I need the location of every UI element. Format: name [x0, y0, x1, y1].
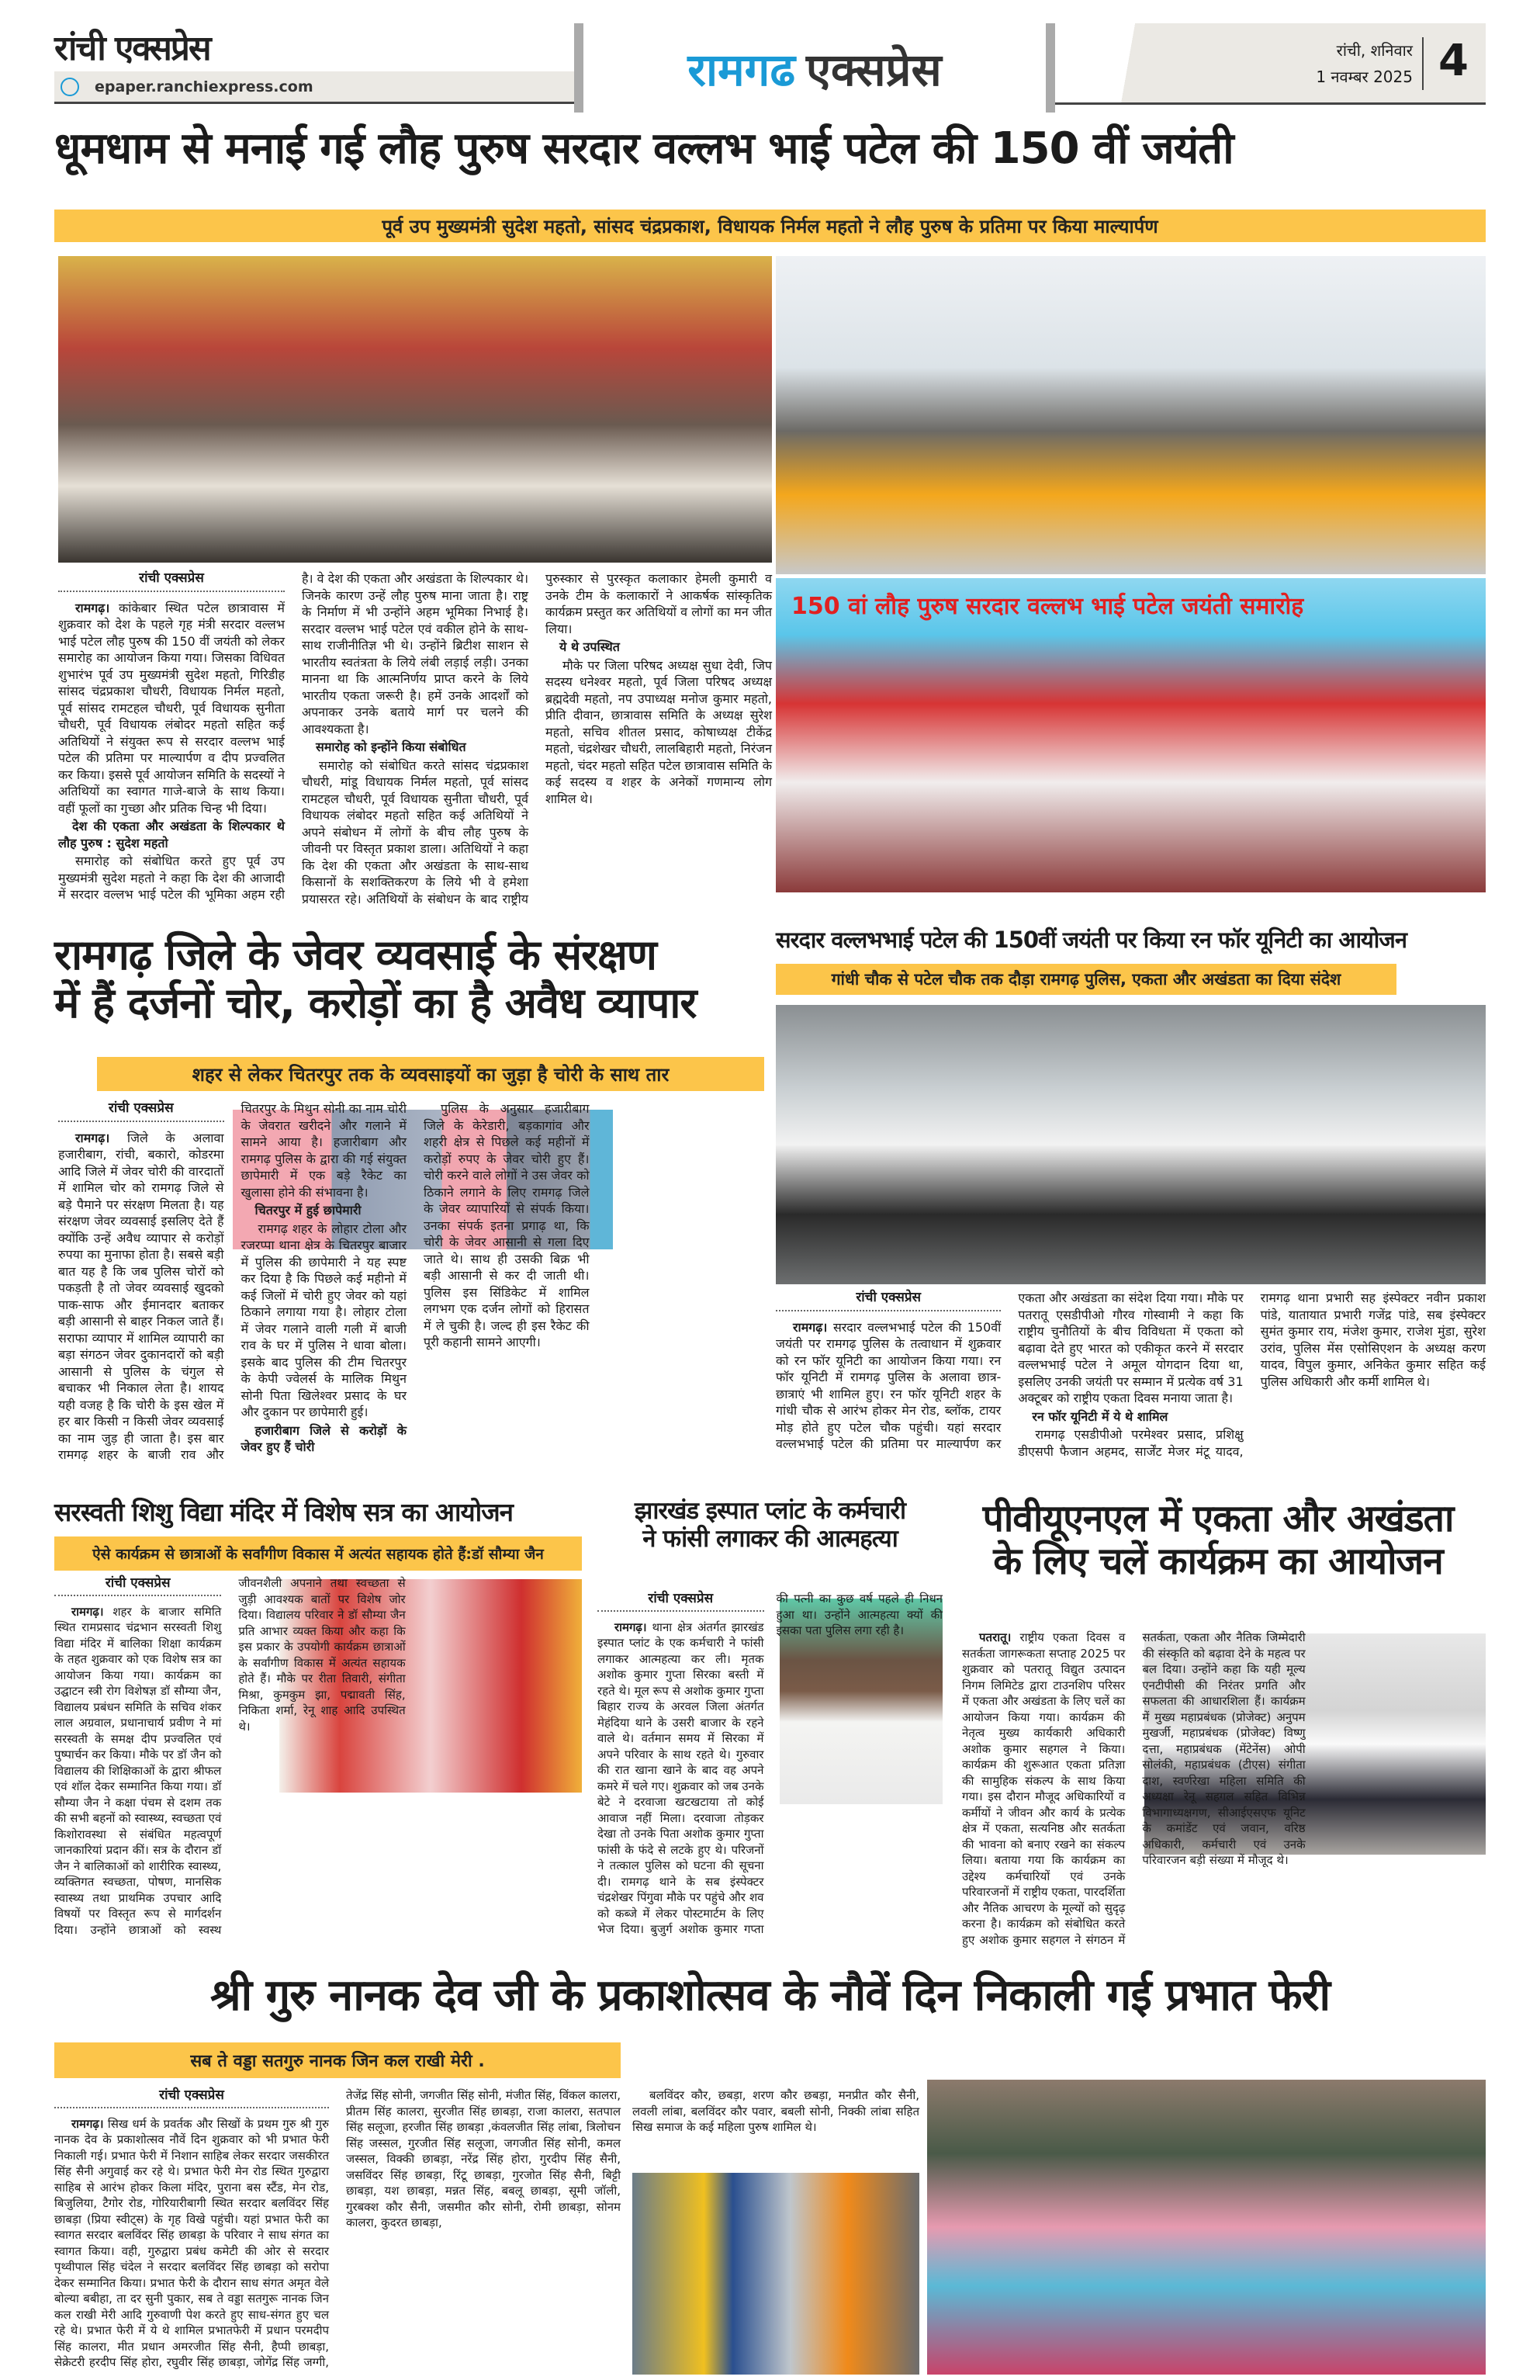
story7-headline: श्री गुरु नानक देव जी के प्रकाशोत्सव के नौवें दिन निकाली गई प्रभात फेरी: [209, 1970, 1331, 2021]
story5-headline: झारखंड इस्पात प्लांट के कर्मचारी ने फांसी लगाकर की आत्महत्या: [634, 1497, 906, 1553]
story2-body: रांची एक्सप्रेस रामगढ़। जिले के अलावा हजारीबाग, रांची, बकारो, कोडरमा आदि जिले में जेवर चोरी की वारदातों में शामिल चोर को रामगढ़ जिले से बड़े पैमाने पर संरक्षण मिलता है। यह संरक्षण जेवर व्यवसाई इसलिए देते हैं क्योंकि उन्हें अवैध व्यापार से करोड़ों रुपया का मुनाफा होता है। सबसे बड़ी बात यह है कि जब पुलिस चोरों को पकड़ती है तो जेवर व्यवसाई खुदको पाक-साफ और ईमानदार बताकर बड़ी आसानी से बाहर निकल जाते हैं। सराफा व्यापार में शामिल व्यापारी का बड़ा संगठन जेवर दुकानदारों को बड़ी आसानी से पुलिस के चंगुल से बचाकर भी निकाल लेता है। शायद यही वजह है कि चोरी के इस खेल में हर बार किसी न किसी जेवर व्यवसाई का नाम जुड़ ही जाता है। इस बार रामगढ़ शहर के बाजी राव और चितरपुर के मिथुन सोनी का नाम चोरी के जेवरात खरीदने और गलाने में सामने आया है। हजारीबाग और रामगढ़ पुलिस के द्वारा की गई संयुक्त छापेमारी में एक बड़े रैकेट का खुलासा होने की संभावना है। चितरपुर में हुई छापेमारी रामगढ़ शहर के लोहार टोला और रजरप्पा थाना क्षेत्र के चितरपुर बाजार में पुलिस की छापेमारी ने यह स्पष्ट कर दिया है कि पिछले कई महीनो में कई जिलों में चोरी हुए जेवर को यहां ठिकाने लगाया गया है। लोहार टोला में जेवर गलाने वाली गली में बाजी राव के घर में पुलिस ने धावा बोला। इसके बाद पुलिस की टीम चितरपुर के केपी ज्वेलर्स के मालिक मिथुन सोनी पिता खिलेश्वर प्रसाद के घर और दुकान पर छापेमारी हुई। हजारीबाग जिले से करोड़ों के जेवर हुए हैं चोरी पुलिस के अनुसार हजारीबाग जिले के केरेडारी, बड़कागांव और शहरी क्षेत्र से पिछले कई महीनों में करोड़ों रुपए के जेवर चोरी हुए हैं। चोरी करने वाले लोगों ने उस जेवर को ठिकाने लगाने के लिए रामगढ़ जिले के जेवर व्यापारियों से संपर्क किया। उनका संपर्क इतना प्रगाढ़ था, कि चोरी के जेवर आसानी से गला दिए जाते थे। साथ ही उसकी बिक्र भी बड़ी आसानी से कर दी जाती थी। पुलिस इस सिंडिकेट में शामिल लगभग एक दर्जन लोगों को हिरासत में ले चुकी है। जल्द ही इस रैकेट की पूरी कहानी सामने आएगी।: [58, 1100, 590, 1462]
story2-strap: शहर से लेकर चितरपुर तक के व्यवसाइयों का जुड़ा है चोरी के साथ तार: [97, 1057, 764, 1091]
story4-headline: सरस्वती शिशु विद्या मंदिर में विशेष सत्र का आयोजन: [54, 1497, 513, 1527]
story1-photo-statue: [776, 256, 1486, 574]
story4-body: रांची एक्सप्रेस रामगढ़। शहर के बाजार समिति स्थित रामप्रसाद चंद्रभान सरस्वती शिशु विद्या मंदिर में बालिका शिक्षा कार्यक्रम के तहत शुक्रवार को एक विशेष सत्र का आयोजन किया गया। कार्यक्रम का उद्घाटन स्त्री रोग विशेषज्ञ डॉ सौम्या जैन, विद्यालय प्रबंधन समिति के सचिव शंकर लाल अग्रवाल, प्रधानाचार्य प्रवीण ने मां सरस्वती के समक्ष दीप प्रज्वलित एवं पुष्पार्चन कर किया। मौके पर डॉ जैन को विद्यालय की शिक्षिकाओं के द्वारा श्रीफल एवं शॉल देकर सम्मानित किया गया। डॉ सौम्या जैन ने कक्षा पंचम से दशम तक की सभी बहनों को स्वास्थ्य, स्वच्छता एवं किशोरावस्था से संबंधित महत्वपूर्ण जानकारियां प्रदान कीं। सत्र के दौरान डॉ जैन ने बालिकाओं को शारीरिक स्वास्थ्य, व्यक्तिगत स्वच्छता, पोषण, मानसिक स्वास्थ्य तथा प्राथमिक उपचार आदि विषयों पर विस्तृत रूप से मार्गदर्शन दिया। उन्होंने छात्राओं को स्वस्थ जीवनशैली अपनाने तथा स्वच्छता से जुड़ी आवश्यक बातों पर विशेष जोर दिया। विद्यालय परिवार ने डॉ सौम्या जैन प्रति आभार व्यक्त किया और कहा कि इस प्रकार के उपयोगी कार्यक्रम छात्राओं के सर्वांगीण विकास में अत्यंत सहायक होते हैं। मौके पर रीता तिवारी, संगीता मिश्रा, कुमकुम झा, पद्मावती सिंह, निकिता शर्मा, रेनू शाह आदि उपस्थित थे।: [54, 1575, 406, 1937]
touch-icon: [61, 78, 79, 96]
story2-headline: रामगढ़ जिले के जेवर व्यवसाई के संरक्षण में हैं दर्जनों चोर, करोड़ों का है अवैध व्यापार: [54, 930, 697, 1028]
masthead-left: [54, 23, 574, 109]
issue-date: 1 नवम्बर 2025: [1316, 68, 1413, 86]
story4-strap: ऐसे कार्यक्रम से छात्राओं के सर्वांगीण विकास में अत्यंत सहायक होते हैं:डॉ सौम्या जैन: [54, 1536, 582, 1571]
story7-body: रांची एक्सप्रेस रामगढ़। सिख धर्म के प्रवर्तक और सिखों के प्रथम गुरु श्री गुरु नानक देव के प्रकाशोत्सव नौवें दिन शुक्रवार को भी प्रभात फेरी निकाली गई। प्रभात फेरी में निशान साहिब लेकर सरदार जसकीरत सिंह सैनी अगुवाई कर रहे थे। प्रभात फेरी मेन रोड स्थित गुरुद्वारा साहिब से आरंभ होकर किला मंदिर, पुराना बस स्टैंड, मेन रोड, बिजुलिया, टैगोर रोड, गोरियारीबागी स्थित सरदार बलविंदर सिंह छाबड़ा (प्रिया स्वीट्स) के गृह विखे पहुंची। यहां प्रभात फेरी का स्वागत सरदार बलविंदर सिंह छाबड़ा के परिवार ने साध संगत का स्वागत किया। वही, गुरुद्वारा प्रबंध कमेटी की ओर से सरदार पृथ्वीपाल सिंह चंदेल ने सरदार बलविंदर सिंह छाबड़ा को सरोपा देकर सम्मानित किया। प्रभात फेरी के दौरान साध संगत अमृत वेले बोल्या बबीहा, ता दर सुनी पुकार, सब ते वड्डा सतगुरू नानक जिन कल राखी मेरी आदि गुरुवाणी पेश करते हुए साध-संगत हुए चल रहे थे। प्रभात फेरी में ये थे शामिल प्रभातफेरी में प्रधान परमदीप सिंह कालरा, मीत प्रधान अमरजीत सिंह सैनी, हैप्पी छाबड़ा, सेक्रेटरी हरदीप सिंह होरा, रघुवीर सिंह छाबड़ा, जोगेंद्र सिंह जग्गी, तेजेंद्र सिंह सोनी, जगजीत सिंह सोनी, मंजीत सिंह, विंकल कालरा, प्रीतम सिंह कालरा, सुरजीत सिंह छाबड़ा, राजा कालरा, सतपाल सिंह सलूजा, हरजीत सिंह छाबड़ा ,कंवलजीत सिंह लांबा, त्रिलोचन सिंह जस्सल, गुरजीत सिंह सलूजा, जगजीत सिंह सोनी, कमल जस्सल, विक्की छाबड़ा, नरेंद्र सिंह होरा, गुरदीप सिंह सैनी, जसविंदर सिंह छाबड़ा, रिंटू छाबड़ा, गुरजोत सिंह सैनी, बिट्टी छाबड़ा, यश छाबड़ा, मन्नत सिंह, बबलू छाबड़ा, सूमी जॉली, गुरबक्श कौर सैनी, जसमीत कौर सोनी, रोमी छाबड़ा, सोनम कालरा, कुदरत छाबड़ा,: [54, 2087, 621, 2369]
story1-headline: धूमधाम से मनाई गई लौह पुरुष सरदार वल्लभ भाई पटेल की 150 वीं जयंती: [54, 123, 1234, 174]
story1-strap: पूर्व उप मुख्यमंत्री सुदेश महतो, सांसद चंद्रप्रकाश, विधायक निर्मल महतो ने लौह पुरुष के प्रतिमा पर किया माल्यार्पण: [54, 210, 1486, 242]
story3-body: रांची एक्सप्रेस रामगढ़। सरदार वल्लभभाई पटेल की 150वीं जयंती पर रामगढ़ पुलिस के तत्वाधान में शुक्रवार को रन फॉर यूनिटी का आयोजन किया गया। रन फॉर यूनिटी में रामगढ़ पुलिस के अलावा छात्र-छात्राएं भी शामिल हुए। रन फॉर यूनिटी शहर के गांधी चौक से आरंभ होकर मेन रोड, ब्लॉक, टायर मोड़ होते हुए पटेल चौक पहुंची। यहां सरदार वल्लभभाई पटेल की प्रतिमा पर माल्यार्पण कर एकता और अखंडता का संदेश दिया गया। मौके पर पतरातू एसडीपीओ गौरव गोस्वामी ने कहा कि राष्ट्रीय चुनौतियों के बीच विविधता में एकता को बढ़ावा देते हुए भारत को एकीकृत करने में सरदार वल्लभभाई पटेल ने अमूल योगदान दिया था, इसलिए उनकी जयंती पर सम्मान में प्रत्येक वर्ष 31 अक्टूबर को राष्ट्रीय एकता दिवस मनाया जाता है। रन फॉर यूनिटी में ये थे शामिल रामगढ़ एसडीपीओ परमेश्वर प्रसाद, प्रशिक्षु डीएसपी फैजान अहमद, सार्जेंट मेजर मंटू यादव, रामगढ़ थाना प्रभारी सह इंस्पेक्टर नवीन प्रकाश पांडे, यातायात प्रभारी गजेंद्र पांडे, सब इंस्पेक्टर सुमंत कुमार राय, मंजेश कुमार, राजेश मुंडा, सुरेश उरांव, पुलिस मेंस एसोसिएशन के अध्यक्ष करण यादव, विपुल कुमार, अनिकेत कुमार सहित कई पुलिस अधिकारी और कर्मी शामिल थे।: [776, 1290, 1486, 1459]
story7-photo-nishan-sahib: [632, 2173, 919, 2375]
section-title-express: एक्सप्रेस: [805, 43, 942, 96]
city-day: रांची, शनिवार: [1336, 41, 1413, 60]
story3-photo-run: [776, 1005, 1486, 1284]
story1-photo-dancers: [776, 578, 1486, 892]
story7-strap: सब ते वड्डा सतगुरु नानक जिन कल राखी मेरी .: [54, 2042, 621, 2078]
story3-headline: सरदार वल्लभभाई पटेल की 150वीं जयंती पर किया रन फॉर यूनिटी का आयोजन: [776, 927, 1407, 953]
event-banner-text: 150 वां लौह पुरुष सरदार वल्लभ भाई पटेल जयंती समारोह: [791, 593, 1304, 620]
story7-body-continued: बलविंदर कौर, छबड़ा, शरण कौर छबड़ा, मनप्रीत कौर सैनी, लवली लांबा, बलविंदर कौर पवार, बबली सोनी, निक्की लांबा सहित सिख समाज के कई महिला पुरुष शामिल थे।: [632, 2088, 919, 2134]
story3-strap: गांधी चौक से पटेल चौक तक दौड़ा रामगढ़ पुलिस, एकता और अखंडता का दिया संदेश: [776, 964, 1396, 995]
story6-body: पतरातू। राष्ट्रीय एकता दिवस व सतर्कता जागरूकता सप्ताह 2025 पर शुक्रवार को पतरातू विद्युत उत्पादन निगम लिमिटेड द्वारा टाउनशिप परिसर में एकता और अखंडता के लिए चलें का आयोजन किया गया। कार्यक्रम की नेतृत्व मुख्य कार्यकारी अधिकारी अशोक कुमार सहगल ने किया। कार्यक्रम की शुरूआत एकता प्रतिज्ञा की सामुहिक संकल्प के साथ किया गया। इस दौरान मौजूद अधिकारियों व कर्मीयों ने जीवन और कार्य के प्रत्येक क्षेत्र में एकता, सत्यनिष्ठ और सतर्कता की भावना को बनाए रखने का संकल्प लिया। बताया गया कि कार्यक्रम का उद्देश्य कर्मचारियों एवं उनके परिवारजनों में राष्ट्रीय एकता, पारदर्शिता और नैतिक आचरण के मूल्यों को सुदृढ़ करना है। कार्यक्रम को संबोधित करते हुए अशोक कुमार सहगल ने संगठन में सतर्कता, एकता और नैतिक जिम्मेदारी की संस्कृति को बढ़ावा देने के महत्व पर बल दिया। उन्होंने कहा कि यही मूल्य एनटीपीसी की निरंतर प्रगति और सफलता की आधारशिला हैं। कार्यक्रम में मुख्य महाप्रबंधक (प्रोजेक्ट) अनुपम मुखर्जी, महाप्रबंधक (प्रोजेक्ट) विष्णु दत्ता, महाप्रबंधक (मेंटेनेंस) ओपी सोलंकी, महाप्रबंधक (टीएस) संगीता दाश, स्वर्णरेखा महिला समिति की अध्यक्षा रेनू सहगल सहित विभिन्न विभागाध्यक्षगण, सीआईएसएफ यूनिट के कमांडेंट एवं जवान, वरिष्ठ अधिकारी, कर्मचारी एवं उनके परिवारजन बड़ी संख्या में मौजूद थे।: [962, 1630, 1306, 1947]
website-link[interactable]: epaper.ranchiexpress.com: [95, 78, 313, 95]
byline: रांची एक्सप्रेस: [58, 570, 285, 592]
page-number: 4: [1438, 36, 1469, 86]
paper-logo: रांची एक्सप्रेस: [54, 29, 210, 68]
story5-body: रांची एक्सप्रेस रामगढ़। थाना क्षेत्र अंतर्गत झारखंड इस्पात प्लांट के एक कर्मचारी ने फांसी लगाकर आत्महत्या कर ली। मृतक अशोक कुमार गुप्ता सिरका बस्ती में रहते थे। मूल रूप से अशोक कुमार गुप्ता बिहार राज्य के अरवल जिला अंतर्गत मेहंदिया थाने के उसरी बाजार के रहने वाले थे। वर्तमान समय में सिरका में अपने परिवार के साथ रहते थे। गुरुवार की रात खाना खाने के बाद वह अपने कमरे में चले गए। शुक्रवार को जब उनके बेटे ने दरवाजा खटखटाया तो कोई आवाज नहीं मिला। दरवाजा तोड़कर देखा तो उनके पिता अशोक कुमार गुप्ता फांसी के फंदे से लटके हुए थे। परिजनों ने तत्काल पुलिस को घटना की सूचना दी। रामगढ़ थाने के सब इंस्पेक्टर चंद्रशेखर पिंगुवा मौके पर पहुंचे और शव को कब्जे में लेकर पोस्टमार्टम के लिए भेज दिया। बुजुर्ग अशोक कुमार गप्ता की पत्नी का कुछ वर्ष पहले ही निधन हुआ था। उन्होंने आत्महत्या क्यों की इसका पता पुलिस लगा रही है।: [597, 1591, 943, 1936]
story1-body: रांची एक्सप्रेस रामगढ़। कांकेबार स्थित पटेल छात्रावास में शुक्रवार को देश के पहले गृह मंत्री सरदार वल्लभ भाई पटेल लौह पुरुष की 150 वीं जयंती को लेकर समारोह का आयोजन किया गया। जिसका विधिवत शुभारंभ पूर्व उप मुख्यमंत्री सुदेश महतो, गिरिडीह सांसद चंद्रप्रकाश चौधरी, विधायक निर्मल महतो, पूर्व सांसद रामटहल चौधरी, पूर्व विधायक सुनीता चौधरी, पूर्व विधायक लंबोदर महतो सहित कई अतिथियों ने संयुक्त रूप से सरदार वल्लभ भाई पटेल की प्रतिमा पर माल्यार्पण व दीप प्रज्वलित कर किया। इससे पूर्व आयोजन समिति के सदस्यों ने अतिथियों का स्वागत गाजे-बाजे के साथ किया। वहीं फूलों का गुच्छा और प्रतिक चिन्ह भी दिया। देश की एकता और अखंडता के शिल्पकार थे लौह पुरुष : सुदेश महतो समारोह को संबोधित करते हुए पूर्व उप मुख्यमंत्री सुदेश महतो ने कहा कि देश की आजादी में सरदार वल्लभ भाई पटेल की भूमिका अहम रही है। वे देश की एकता और अखंडता के शिल्पकार थे। जिनके कारण उन्हें लौह पुरुष माना जाता है। राष्ट्र के निर्माण में भी उन्होंने अहम भूमिका निभाई है। सरदार वल्लभ भाई पटेल एवं वकील होने के साथ-साथ राजीनीतिज्ञ भी थे। उन्होंने ब्रिटीश साशन से भारतीय स्वतंत्रता के लिये लंबी लड़ाई लड़ी। उनका मानना था कि आत्मनिर्णय प्राप्त करने के लिये भारतीय एकता जरूरी है। हमें उनके आदर्शों को अपनाकर उनके बताये मार्ग पर चलने की आवश्यकता है। समारोह को इन्होंने किया संबोधित समारोह को संबोधित करते सांसद चंद्रप्रकाश चौधरी, मांडू विधायक निर्मल महतो, पूर्व सांसद रामटहल चौधरी, पूर्व विधायक सुनीता चौधरी, पूर्व विधायक लंबोदर महतो सहित कई अतिथियों ने अपने संबोधन में लोगों के बीच लौह पुरुष के जीवनी पर विस्तृत प्रकाश डाला। अतिथियों ने कहा कि देश की एकता और अखंडता के साथ-साथ किसानों के सशक्तिकरण के लिये भी वे हमेशा प्रयासरत रहे। अतिथियों के संबोधन के बाद राष्ट्रीय पुरुस्कार से पुरस्कृत कलाकार हेमली कुमारी व उनके टीम के कलाकारों ने आकर्षक सांस्कृतिक कार्यक्रम प्रस्तुत कर अतिथियों व लोगों का मन जीत लिया। ये थे उपस्थित मौके पर जिला परिषद अध्यक्ष सुधा देवी, जिप सदस्य धनेश्वर महतो, पूर्व जिला परिषद अध्यक्ष ब्रह्मदेवी महतो, नप उपाध्यक्ष मनोज कुमार महतो, प्रीति दीवान, छात्रावास समिति के अध्यक्ष सुरेश महतो, सचिव शीतल प्रसाद, कोषाध्यक्ष टीकेंद्र महतो, चंद्रशेखर चौधरी, लालबिहारी महतो, निरंजन महतो, चंदर महतो सहित पटेल छात्रावास समिति के कई सदस्य व शहर के अनेकों गणमान्य लोग शामिल थे।: [58, 570, 772, 906]
story6-headline: पीवीयूएनएल में एकता और अखंडता के लिए चलें कार्यक्रम का आयोजन: [982, 1497, 1454, 1584]
section-title-ramgarh: रामगढ: [687, 43, 795, 96]
section-title-box: [574, 23, 1055, 113]
story1-photo-leaders: [58, 256, 772, 563]
date-box: [1055, 23, 1486, 105]
story7-photo-women-group: [927, 2080, 1486, 2375]
